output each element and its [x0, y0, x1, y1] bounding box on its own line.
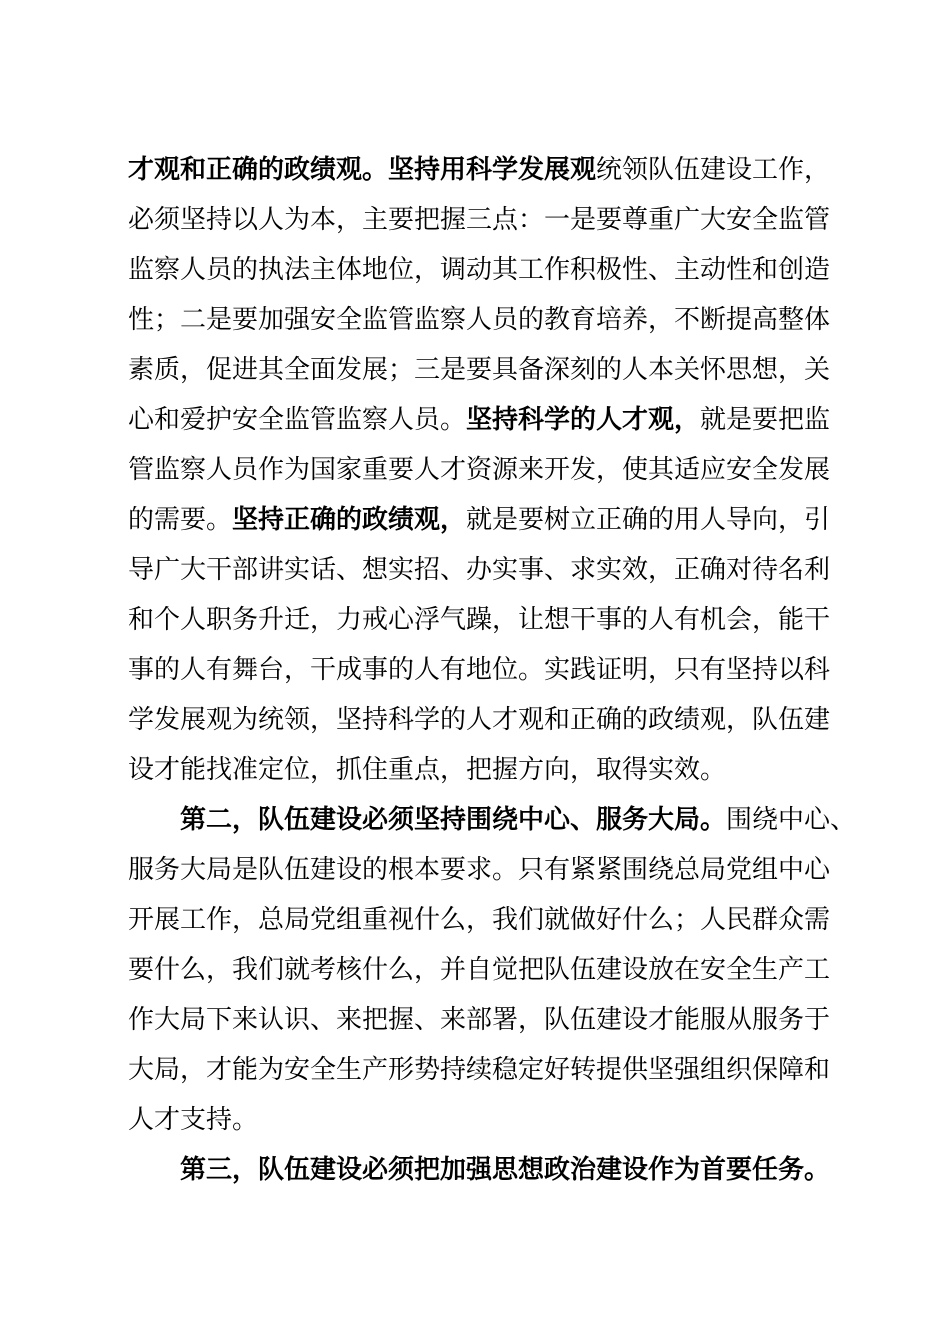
text-run: 大局，才能为安全生产形势持续稳定好转提供坚强组织保障和	[128, 1055, 831, 1085]
section-heading: 第三，队伍建设必须把加强思想政治建设作为首要任务。	[180, 1155, 831, 1185]
text-run: 事的人有舞台，干成事的人有地位。实践证明，只有坚持以科	[128, 655, 831, 685]
text-line	[128, 1000, 831, 1040]
text-line	[128, 950, 831, 990]
text-run: 和个人职务升迁，力戒心浮气躁，让想干事的人有机会，能干	[128, 605, 831, 635]
text-line	[128, 750, 828, 790]
text-line	[128, 500, 831, 540]
bold-phrase: 坚持正确的政绩观，	[232, 505, 467, 535]
section-heading-line	[180, 1150, 840, 1190]
text-line	[128, 150, 831, 190]
bold-phrase: 坚持用科学发展观	[388, 155, 597, 185]
bold-phrase: 坚持科学的人才观，	[466, 405, 701, 435]
text-line	[128, 600, 831, 640]
text-line	[128, 850, 831, 890]
text-run: 开展工作，总局党组重视什么，我们就做好什么；人民群众需	[128, 905, 831, 935]
text-run: 性；二是要加强安全监管监察人员的教育培养，不断提高整体	[128, 305, 831, 335]
text-line	[128, 550, 831, 590]
text-line	[128, 250, 831, 290]
text-run: 作大局下来认识、来把握、来部署，队伍建设才能服从服务于	[128, 1005, 831, 1035]
text-run: 围绕中心、	[726, 805, 857, 835]
text-run: 就是要把监	[700, 405, 831, 435]
text-run: 就是要树立正确的用人导向，引	[466, 505, 831, 535]
text-run: 心和爱护安全监管监察人员。	[128, 405, 467, 435]
text-line	[128, 1050, 831, 1090]
bold-phrase: 才观和正确的政绩观。	[128, 155, 389, 185]
text-line	[128, 900, 831, 940]
text-line	[128, 350, 831, 390]
text-run: 服务大局是队伍建设的根本要求。只有紧紧围绕总局党组中心	[128, 855, 831, 885]
section-heading: 第二，队伍建设必须坚持围绕中心、服务大局。	[180, 805, 727, 835]
text-run: 的需要。	[128, 505, 233, 535]
text-run: 设才能找准定位，抓住重点，把握方向，取得实效。	[128, 755, 727, 785]
text-run: 素质，促进其全面发展；三是要具备深刻的人本关怀思想，关	[128, 355, 831, 385]
text-run: 导广大干部讲实话、想实招、办实事、求实效，正确对待名利	[128, 555, 831, 585]
text-run: 统领队伍建设工作，	[596, 155, 831, 185]
text-line	[128, 400, 831, 440]
section-heading-line	[180, 800, 857, 840]
text-run: 监察人员的执法主体地位，调动其工作积极性、主动性和创造	[128, 255, 831, 285]
text-run: 学发展观为统领，坚持科学的人才观和正确的政绩观，队伍建	[128, 705, 831, 735]
text-run: 人才支持。	[128, 1105, 259, 1135]
text-run: 必须坚持以人为本，主要把握三点：一是要尊重广大安全监管	[128, 205, 831, 235]
text-run: 要什么，我们就考核什么，并自觉把队伍建设放在安全生产工	[128, 955, 831, 985]
text-line	[128, 300, 831, 340]
text-line	[128, 200, 831, 240]
text-line	[128, 1100, 828, 1140]
text-line	[128, 650, 831, 690]
text-line	[128, 450, 831, 490]
text-line	[128, 700, 831, 740]
text-run: 管监察人员作为国家重要人才资源来开发，使其适应安全发展	[128, 455, 831, 485]
